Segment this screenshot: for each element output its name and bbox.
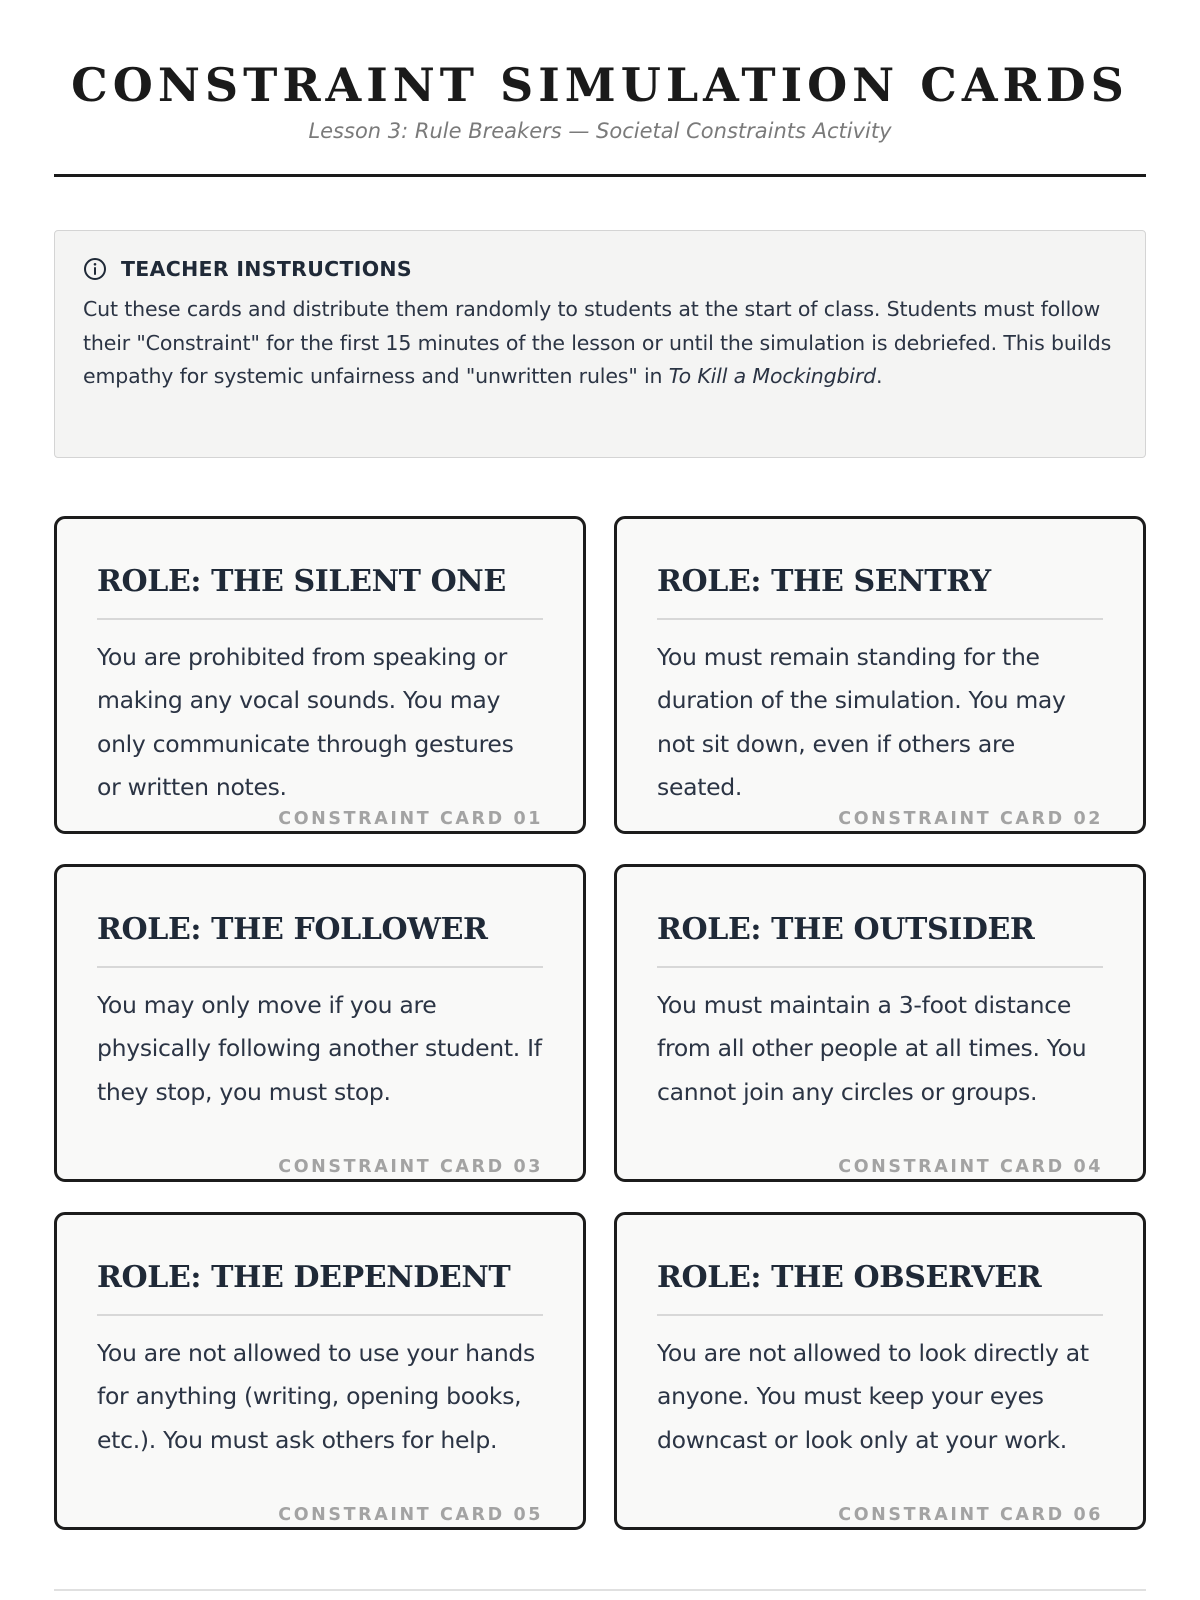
card-description: You are not allowed to use your hands for anything (writing, opening books, etc.). You must ask others for help. [97,1338,535,1454]
card-title: ROLE: THE FOLLOWER [97,912,488,947]
card-divider [97,966,543,968]
card-description: You are not allowed to look directly at anyone. You must keep your eyes downcast or look only at your work. [657,1338,1089,1454]
card-number: CONSTRAINT CARD 02 [838,809,1103,829]
card-number: CONSTRAINT CARD 05 [278,1505,543,1525]
book-title: To Kill a Mockingbird [668,364,876,388]
card-description: You may only move if you are physically following another student. If they stop, you must stop. [97,990,542,1106]
card-description: You must maintain a 3-foot distance from all other people at all times. You cannot join any circles or groups. [657,990,1087,1106]
card-title: ROLE: THE SILENT ONE [97,564,506,599]
card-title: ROLE: THE OUTSIDER [657,912,1035,947]
teacher-instructions-box [54,230,1146,458]
instructions-text-end: . [876,364,883,388]
instructions-heading-text: TEACHER INSTRUCTIONS [121,257,412,281]
constraint-card [54,516,586,834]
instructions-text: Cut these cards and distribute them randomly to students at the start of class. Students must follow their "Constraint" for the first 15 minutes of the lesson or until the simulation is debriefed. This builds empathy for systemic unfairness and "unwritten rules" in [83,297,1112,388]
page-title: CONSTRAINT SIMULATION CARDS [71,58,1129,112]
card-divider [97,618,543,620]
card-divider [657,966,1103,968]
card-description: You are prohibited from speaking or making any vocal sounds. You may only communicate through gestures or written notes. [97,642,514,801]
constraint-card [614,516,1146,834]
page-subtitle: Lesson 3: Rule Breakers — Societal Constraints Activity [308,119,892,143]
card-divider [657,618,1103,620]
constraint-card [614,864,1146,1182]
card-title: ROLE: THE OBSERVER [657,1260,1042,1295]
page-header [0,0,1200,144]
card-divider [97,1314,543,1316]
card-description: You must remain standing for the duration of the simulation. You may not sit down, even if others are seated. [657,642,1066,801]
card-number: CONSTRAINT CARD 04 [838,1157,1103,1177]
card-divider [657,1314,1103,1316]
card-title: ROLE: THE SENTRY [657,564,991,599]
info-icon [83,257,107,281]
footer-divider [54,1589,1146,1591]
constraint-card [54,864,586,1182]
card-number: CONSTRAINT CARD 03 [278,1157,543,1177]
constraint-card [54,1212,586,1530]
instructions-body [83,293,1117,394]
instructions-heading [83,257,1117,281]
header-divider [54,174,1146,177]
card-number: CONSTRAINT CARD 06 [838,1505,1103,1525]
constraint-card [614,1212,1146,1530]
card-title: ROLE: THE DEPENDENT [97,1260,511,1295]
card-number: CONSTRAINT CARD 01 [278,809,543,829]
